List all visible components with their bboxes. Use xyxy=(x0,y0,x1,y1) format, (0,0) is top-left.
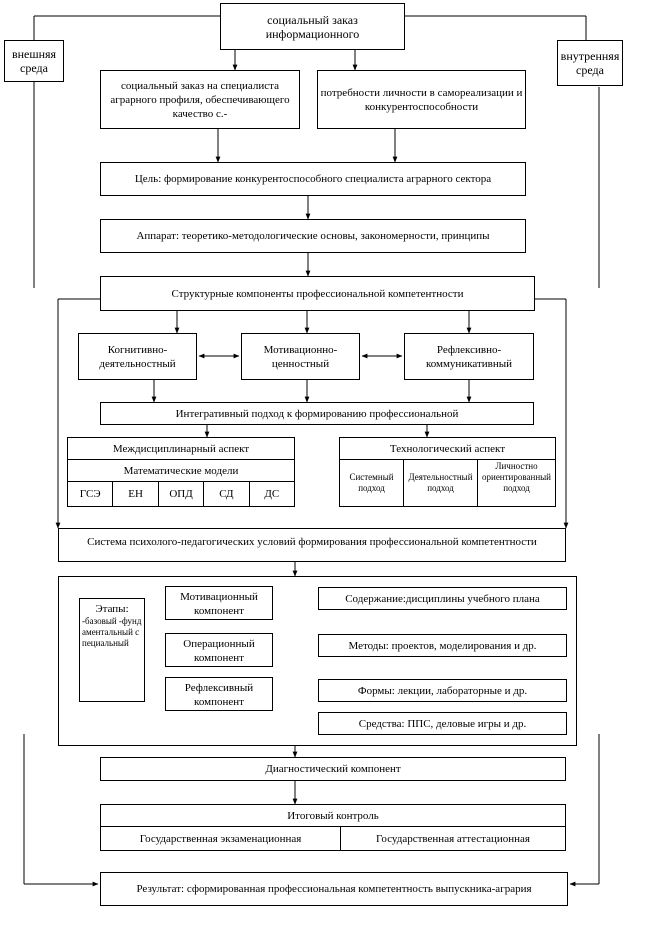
stages-box xyxy=(79,598,145,702)
external-environment-text: внешняя среда xyxy=(11,47,57,75)
technological-aspect-title: Технологический аспект xyxy=(340,438,555,460)
personal-needs-text: потребности личности в самореализации и конкурентоспособности xyxy=(320,86,523,113)
means-item-box xyxy=(318,712,567,735)
social-order-box xyxy=(220,3,405,50)
conditions-box xyxy=(58,528,566,562)
forms-item-text: Формы: лекции, лабораторные и др. xyxy=(357,684,528,697)
final-control-title: Итоговый контроль xyxy=(101,805,565,827)
diagnostic-component-text: Диагностический компонент xyxy=(265,763,401,775)
technological-aspect-box xyxy=(339,437,556,507)
discipline-cell-opd: ОПД xyxy=(159,482,204,506)
conditions-text: Система психолого-педагогических условий формирования профессиональной компетентности xyxy=(87,536,537,548)
stages-title: Этапы: xyxy=(95,603,129,615)
motivational-value-component-box xyxy=(241,333,360,380)
approach-cell-personal: Личностно ориентированный подход xyxy=(482,461,551,493)
integrative-approach-text: Интегративный подход к формированию профессиональной xyxy=(175,407,459,420)
goal-box xyxy=(100,162,526,196)
content-item-text: Содержание:дисциплины учебного плана xyxy=(345,592,540,605)
means-item-text: Средства: ППС, деловые игры и др. xyxy=(358,717,527,730)
final-control-row xyxy=(101,827,565,850)
state-exam-cell: Государственная экзаменационная xyxy=(101,827,341,850)
state-attestation-cell: Государственная аттестационная xyxy=(376,832,530,845)
internal-environment-box xyxy=(557,40,623,86)
result-text: Результат: сформированная профессиональная компетентность выпускника-агрария xyxy=(136,883,532,895)
apparatus-box xyxy=(100,219,526,253)
approach-cell-activity: Деятельностный подход xyxy=(404,460,478,506)
diagnostic-component-box xyxy=(100,757,566,781)
apparatus-text: Аппарат: теоретико-методологические основы, закономерности, принципы xyxy=(136,230,490,242)
structural-components-box xyxy=(100,276,535,311)
methods-item-text: Методы: проектов, моделирования и др. xyxy=(348,639,537,652)
stages-list: -базовый -фундаментальный специальный xyxy=(82,616,142,648)
approach-cells-row xyxy=(340,460,555,506)
discipline-cells-row xyxy=(68,482,294,506)
reflexive-component-box xyxy=(165,677,273,711)
forms-item-box xyxy=(318,679,567,702)
cognitive-component-text: Когнитивно-деятельностный xyxy=(99,343,176,370)
operational-component-text: Операционный компонент xyxy=(183,638,255,664)
discipline-cell-en: ЕН xyxy=(113,482,158,506)
personal-needs-box xyxy=(317,70,526,129)
interdisciplinary-aspect-title: Междисциплинарный аспект xyxy=(68,438,294,460)
result-box xyxy=(100,872,568,906)
mathematical-models-label: Математические модели xyxy=(68,460,294,482)
discipline-cell-gse: ГСЭ xyxy=(68,482,113,506)
external-environment-box xyxy=(4,40,64,82)
order-specialist-text: социальный заказ на специалиста аграрного профиля, обеспечивающего качество с.- xyxy=(110,79,290,120)
content-item-box xyxy=(318,587,567,610)
methods-item-box xyxy=(318,634,567,657)
operational-component-box xyxy=(165,633,273,667)
social-order-text: социальный заказ информационного xyxy=(265,12,360,41)
reflexive-component-text: Рефлексивный компонент xyxy=(184,682,254,708)
cognitive-component-box xyxy=(78,333,197,380)
goal-text: Цель: формирование конкурентоспособного специалиста аграрного сектора xyxy=(134,173,492,185)
reflexive-communicative-component-box xyxy=(404,333,534,380)
internal-environment-text: внутренняя среда xyxy=(560,49,620,77)
order-specialist-box xyxy=(100,70,300,129)
final-control-box xyxy=(100,804,566,851)
motivational-component-text: Мотивационный компонент xyxy=(180,591,258,617)
discipline-cell-ds: ДС xyxy=(264,488,280,500)
motivational-value-component-text: Мотивационно-ценностный xyxy=(263,343,338,370)
motivational-component-box xyxy=(165,586,273,620)
reflexive-communicative-component-text: Рефлексивно-коммуникативный xyxy=(425,343,513,370)
integrative-approach-box xyxy=(100,402,534,425)
structural-components-text: Структурные компоненты профессиональной компетентности xyxy=(171,287,464,300)
interdisciplinary-aspect-box xyxy=(67,437,295,507)
discipline-cell-sd: СД xyxy=(204,482,249,506)
approach-cell-systemic: Системный подход xyxy=(340,460,404,506)
